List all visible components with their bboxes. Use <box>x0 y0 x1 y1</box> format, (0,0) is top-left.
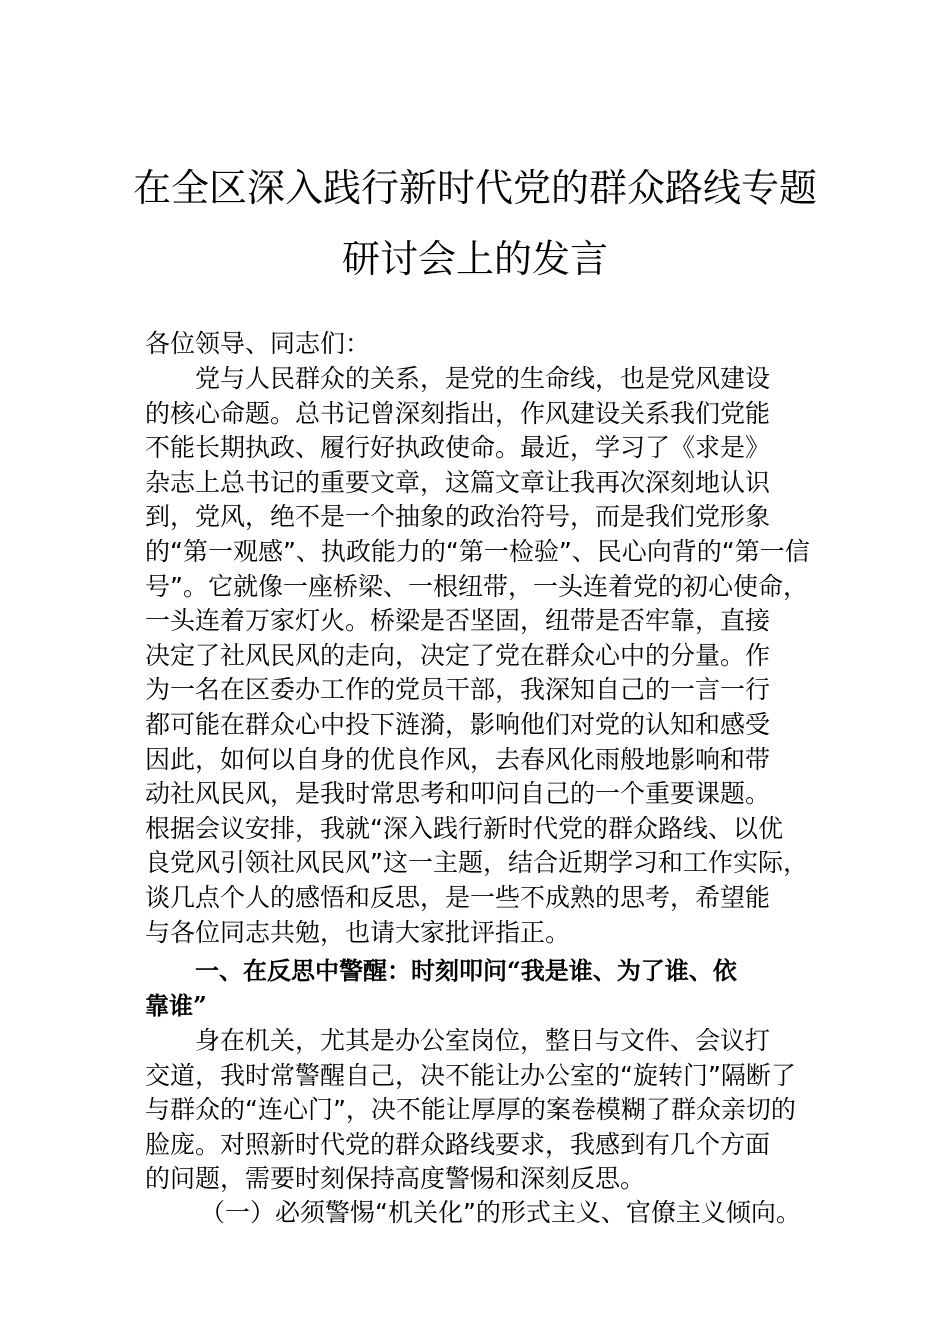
paragraph-line: 谈几点个人的感悟和反思，是一些不成熟的思考，希望能 <box>145 882 771 912</box>
paragraph-line: 的核心命题。总书记曾深刻指出，作风建设关系我们党能 <box>145 398 771 428</box>
paragraph-line: 杂志上总书记的重要文章，这篇文章让我再次深刻地认识 <box>145 467 771 497</box>
paragraph-line: 决定了社风民风的走向，决定了党在群众心中的分量。作 <box>145 640 771 670</box>
paragraph-line: 交道，我时常警醒自己，决不能让办公室的“旋转门”隔断了 <box>145 1060 796 1090</box>
paragraph-line: 为一名在区委办工作的党员干部，我深知自己的一言一行 <box>145 675 771 705</box>
paragraph-line: 动社风民风，是我时常思考和叩问自己的一个重要课题。 <box>145 779 771 809</box>
heading-line: 靠谁” <box>145 990 207 1020</box>
paragraph-section-1 <box>145 1024 835 1197</box>
paragraph-line: 的“第一观感”、执政能力的“第一检验”、民心向背的“第一信 <box>145 536 810 566</box>
paragraph-line: 根据会议安排，我就“深入践行新时代党的群众路线、以优 <box>145 813 783 843</box>
heading-line: 一、在反思中警醒：时刻叩问“我是谁、为了谁、依 <box>195 956 737 985</box>
salutation: 各位领导、同志们： <box>145 329 371 358</box>
paragraph-line: 党与人民群众的关系，是党的生命线，也是党风建设 <box>195 364 771 393</box>
subheading-line: （一）必须警惕“机关化”的形式主义、官僚主义倾向。 <box>200 1198 801 1227</box>
paragraph-line: 因此，如何以自身的优良作风，去春风化雨般地影响和带 <box>145 744 771 774</box>
paragraph-line: 都可能在群众心中投下涟漪，影响他们对党的认知和感受 <box>145 709 771 739</box>
paragraph-line: 良党风引领社风民风”这一主题，结合近期学习和工作实际， <box>145 848 808 878</box>
subheading-1 <box>160 1196 840 1231</box>
paragraph-line: 与各位同志共勉，也请大家批评指正。 <box>145 917 571 947</box>
paragraph-line: 不能长期执政、履行好执政使命。最近，学习了《求是》 <box>145 433 771 463</box>
document-title-line-2: 研讨会上的发言 <box>341 237 608 281</box>
paragraph-line: 到，党风，绝不是一个抽象的政治符号，而是我们党形象 <box>145 502 771 532</box>
paragraph-line: 脸庞。对照新时代党的群众路线要求，我感到有几个方面 <box>145 1129 771 1159</box>
document-title-line-1: 在全区深入践行新时代党的群众路线专题 <box>132 166 817 210</box>
section-heading-1 <box>145 954 835 1023</box>
paragraph-line: 一头连着万家灯火。桥梁是否坚固，纽带是否牢靠，直接 <box>145 606 771 636</box>
paragraph-line: 与群众的“连心门”，决不能让厚厚的案卷模糊了群众亲切的 <box>145 1095 796 1125</box>
paragraph-line: 身在机关，尤其是办公室岗位，整日与文件、会议打 <box>195 1026 771 1055</box>
paragraph-line: 号”。它就像一座桥梁、一根纽带，一头连着党的初心使命， <box>145 571 808 601</box>
paragraph-line: 的问题，需要时刻保持高度警惕和深刻反思。 <box>145 1164 646 1194</box>
paragraph-intro <box>145 362 835 950</box>
